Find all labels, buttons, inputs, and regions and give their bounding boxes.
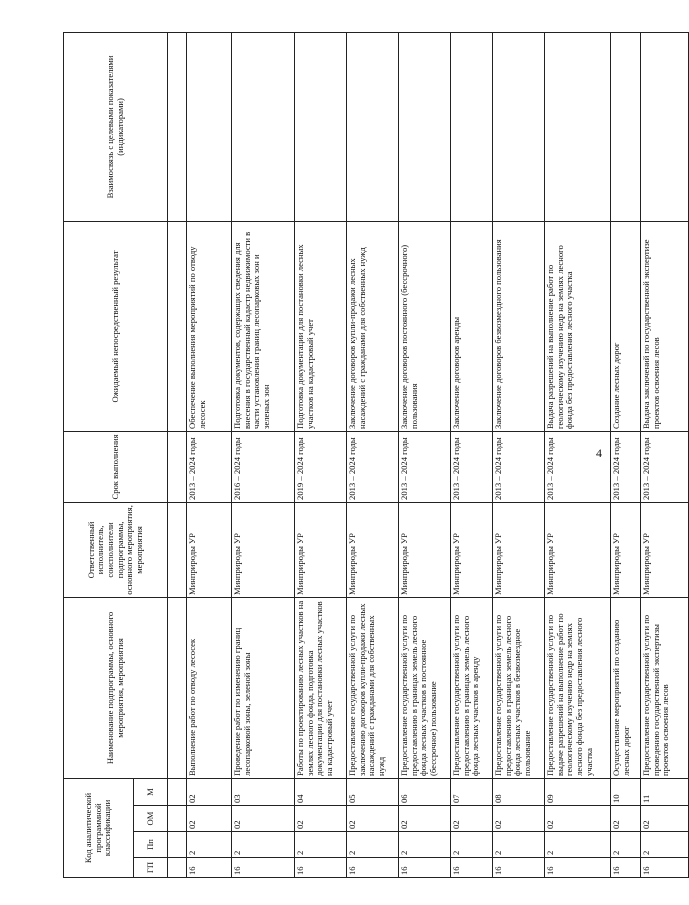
page-number: 4 xyxy=(596,446,602,460)
cell-gp: 16 xyxy=(187,858,232,878)
cell-responsible: Минприроды УР xyxy=(641,502,689,597)
cell-result: Выдача заключений по государственной экспертизе проектов освоения лесов xyxy=(641,221,689,431)
cell-result: Заключение договоров купли-продажи лесных насаждений с гражданами для собственных нужд xyxy=(347,221,399,431)
cell-name: Предоставление государственной услуги по предоставлению в границах земель лесного фонда лесных участков в аренду xyxy=(451,597,493,778)
cell-term: 2013 – 2024 годы xyxy=(347,431,399,502)
cell-responsible: Минприроды УР xyxy=(187,502,232,597)
cell-pp: 2 xyxy=(545,832,611,858)
cell-pp: 2 xyxy=(295,832,347,858)
cell-responsible: Минприроды УР xyxy=(347,502,399,597)
cell-responsible: Минприроды УР xyxy=(545,502,611,597)
cell-responsible: Минприроды УР xyxy=(451,502,493,597)
table-row xyxy=(232,32,295,877)
cell-link xyxy=(347,32,399,221)
cell-result: Выдача разрешений на выполнение работ по геологическому изучению недр на землях лесного фонда без предоставления лесного участка xyxy=(545,221,611,431)
cell-pp: 2 xyxy=(399,832,451,858)
cell-result: Заключение договоров аренды xyxy=(451,221,493,431)
cell-gp: 16 xyxy=(545,858,611,878)
cell-name: Выполнение работ по отводу лесосек xyxy=(187,597,232,778)
cell-link xyxy=(295,32,347,221)
table-row xyxy=(451,32,493,877)
cell-term: 2013 – 2024 годы xyxy=(451,431,493,502)
cell-name: Проведение работ по изменению границ лесопарковой зоны, зеленой зоны xyxy=(232,597,295,778)
cell-om: 02 xyxy=(611,806,641,832)
cell-link xyxy=(641,32,689,221)
cell-gp: 16 xyxy=(451,858,493,878)
cell-gp: 16 xyxy=(493,858,545,878)
cell-result: Подготовка документов, содержащих сведения для внесения в государственный кадастр недвижимости в части установления границ лесопарковых зон и зеленых зон xyxy=(232,221,295,431)
cell-om: 02 xyxy=(187,806,232,832)
cell-name: Предоставление государственной услуги по предоставлению в границах земель лесного фонда лесных участков в постоянное (бессрочное) пользование xyxy=(399,597,451,778)
cell-responsible: Минприроды УР xyxy=(232,502,295,597)
cell-name: Предоставление государственной услуги по предоставлению в границах земель лесного фонда лесных участков в безвозмездное пользование xyxy=(493,597,545,778)
cell-term: 2013 – 2024 годы xyxy=(611,431,641,502)
cell-name: Предоставление государственной услуги по проведению государственной экспертизы проектов освоения лесов xyxy=(641,597,689,778)
cell-result: Создание лесных дорог xyxy=(611,221,641,431)
cell-responsible: Минприроды УР xyxy=(295,502,347,597)
cell-term: 2019 – 2024 годы xyxy=(295,431,347,502)
cell-name: Работы по проектированию лесных участков на землях лесного фонда, подготовка документации для постановки лесных участков на кадастровый учет xyxy=(295,597,347,778)
cell-om: 02 xyxy=(399,806,451,832)
rotated-table-wrapper xyxy=(63,33,671,878)
cell-m: 02 xyxy=(187,778,232,805)
cell-gp: 16 xyxy=(347,858,399,878)
cell-om: 02 xyxy=(493,806,545,832)
cell-result: Обеспечение выполнения мероприятий по отводу лесосек xyxy=(187,221,232,431)
cell-term: 2013 – 2024 годы xyxy=(493,431,545,502)
cell-pp: 2 xyxy=(232,832,295,858)
cell-m: 06 xyxy=(399,778,451,805)
cell-om: 02 xyxy=(451,806,493,832)
header-result: Ожидаемый непосредственный результат xyxy=(64,221,168,431)
cell-gp: 16 xyxy=(641,858,689,878)
cell-term: 2013 – 2024 годы xyxy=(545,431,611,502)
cell-responsible: Минприроды УР xyxy=(493,502,545,597)
table-row xyxy=(493,32,545,877)
header-m: М xyxy=(134,778,168,805)
cell-m: 05 xyxy=(347,778,399,805)
header-name: Наименование подпрограммы, основного мероприятия, мероприятия xyxy=(64,597,168,778)
cell-link xyxy=(399,32,451,221)
cell-name: Осуществление мероприятий по созданию лесных дорог xyxy=(611,597,641,778)
cell-result: Заключение договоров постоянного (бессрочного) пользования xyxy=(399,221,451,431)
cell-link xyxy=(545,32,611,221)
cell-pp: 2 xyxy=(611,832,641,858)
header-om: ОМ xyxy=(134,806,168,832)
cell-om: 02 xyxy=(295,806,347,832)
cell-om: 02 xyxy=(545,806,611,832)
header-responsible: Ответственный исполнитель, соисполнители подпрограммы, основного мероприятия, мероприятия xyxy=(64,502,168,597)
table-row xyxy=(611,32,641,877)
cell-link xyxy=(451,32,493,221)
cell-m: 03 xyxy=(232,778,295,805)
table-row xyxy=(399,32,451,877)
cell-pp: 2 xyxy=(493,832,545,858)
cell-link xyxy=(493,32,545,221)
cell-link xyxy=(232,32,295,221)
table-row xyxy=(347,32,399,877)
header-pp: Пп xyxy=(134,832,168,858)
cell-term: 2016 – 2024 годы xyxy=(232,431,295,502)
cell-pp: 2 xyxy=(641,832,689,858)
cell-om: 02 xyxy=(641,806,689,832)
cell-gp: 16 xyxy=(295,858,347,878)
program-table xyxy=(63,32,689,878)
cell-pp: 2 xyxy=(347,832,399,858)
cell-gp: 16 xyxy=(232,858,295,878)
table-row xyxy=(641,32,689,877)
cell-link xyxy=(611,32,641,221)
table-row xyxy=(545,32,611,877)
header-link: Взаимосвязь с целевыми показателями (индикаторами) xyxy=(64,32,168,221)
cell-gp: 16 xyxy=(611,858,641,878)
table-row xyxy=(187,32,232,877)
header-code-group: Код аналитической программной классификации xyxy=(64,778,134,877)
cell-name: Предоставление государственной услуги по выдаче разрешений на выполнение работ по геологическому изучению недр на землях лесного фонда без предоставления лесного участка xyxy=(545,597,611,778)
cell-om: 02 xyxy=(347,806,399,832)
cell-pp: 2 xyxy=(187,832,232,858)
cell-name: Предоставление государственной услуги по заключению договоров купли-продажи лесных насаждений с гражданами для собственных нужд xyxy=(347,597,399,778)
cell-result: Заключение договоров безвозмездного пользования xyxy=(493,221,545,431)
cell-term: 2013 – 2024 годы xyxy=(399,431,451,502)
cell-m: 07 xyxy=(451,778,493,805)
cell-gp: 16 xyxy=(399,858,451,878)
cell-responsible: Минприроды УР xyxy=(399,502,451,597)
cell-pp: 2 xyxy=(451,832,493,858)
header-gp: ГП xyxy=(134,858,168,878)
cell-om: 02 xyxy=(232,806,295,832)
cell-m: 08 xyxy=(493,778,545,805)
cell-m: 10 xyxy=(611,778,641,805)
cell-term: 2013 – 2024 годы xyxy=(187,431,232,502)
cell-link xyxy=(187,32,232,221)
cell-m: 04 xyxy=(295,778,347,805)
cell-responsible: Минприроды УР xyxy=(611,502,641,597)
cell-m: 11 xyxy=(641,778,689,805)
cell-term: 2013 – 2024 годы xyxy=(641,431,689,502)
table-row xyxy=(295,32,347,877)
cell-result: Подготовка документации для постановки лесных участков на кадастровый учет xyxy=(295,221,347,431)
header-term: Срок выполнения xyxy=(64,431,168,502)
cell-m: 09 xyxy=(545,778,611,805)
